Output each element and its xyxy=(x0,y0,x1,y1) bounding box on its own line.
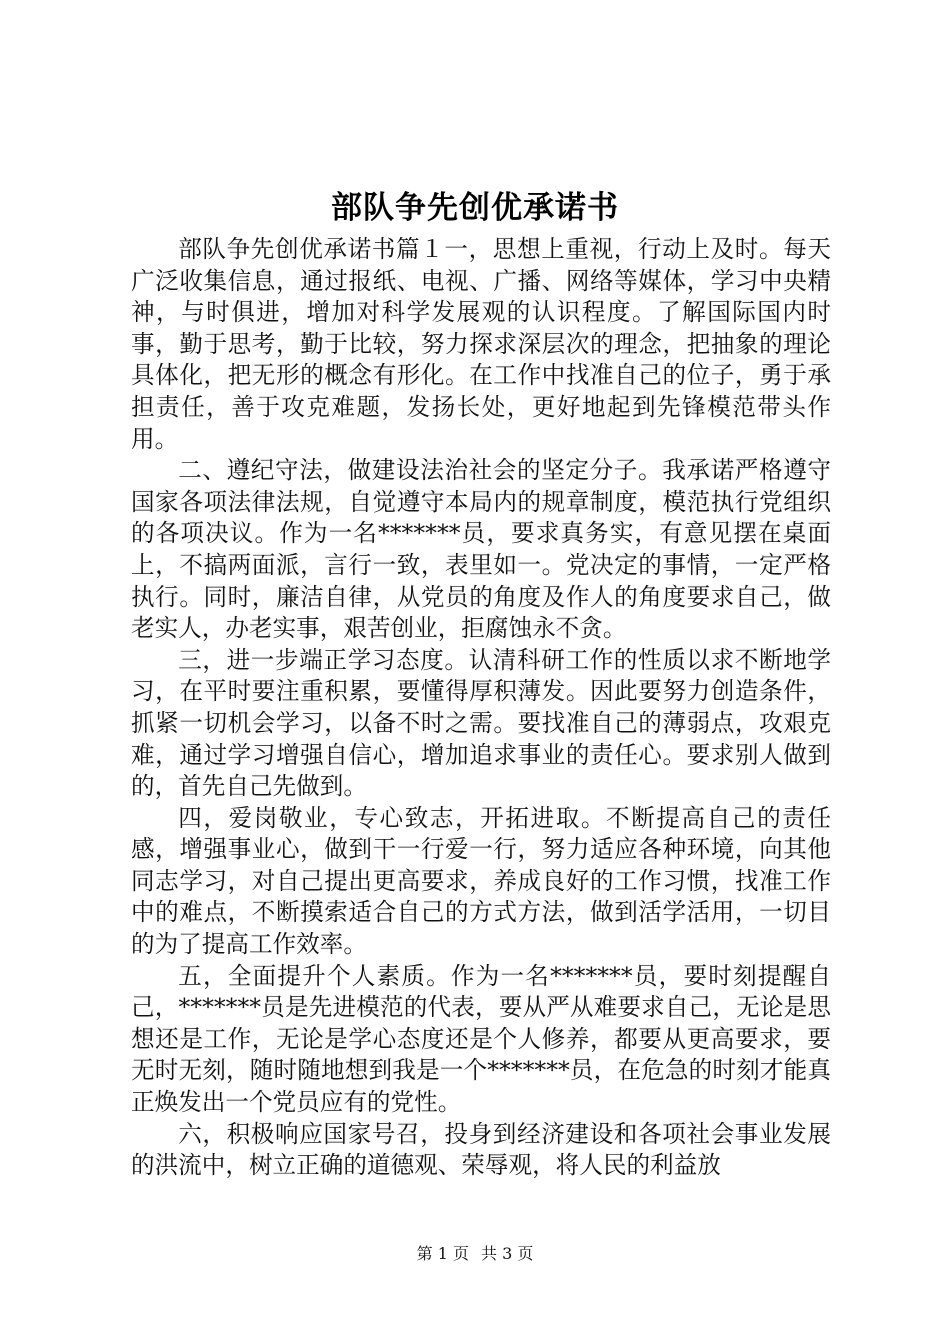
document-title: 部队争先创优承诺书 xyxy=(331,190,619,226)
paragraph-5: 五，全面提升个人素质。作为一名*******员，要时刻提醒自己，*******员是先进模范的代表，要从严从难要求自己，无论是思想还是工作，无论是学心态度还是个人修养，都要从更高要求，要无时无刻，随时随地想到我是一个*******员，在危急的时刻才能真正焕发出一个党员应有的党性。 xyxy=(131,961,831,1117)
paragraph-1: 部队争先创优承诺书篇１一，思想上重视，行动上及时。每天广泛收集信息，通过报纸、电视、广播、网络等媒体，学习中央精神，与时俱进，增加对科学发展观的认识程度。了解国际国内时事，勤于思考，勤于比较，努力探求深层次的理念，把抽象的理论具体化，把无形的概念有形化。在工作中找准自己的位子，勇于承担责任，善于攻克难题，发扬长处，更好地起到先锋模范带头作用。 xyxy=(131,235,831,453)
document-body xyxy=(131,234,831,1182)
paragraph-4: 四，爱岗敬业，专心致志，开拓进取。不断提高自己的责任感，增强事业心，做到干一行爱一行，努力适应各种环境，向其他同志学习，对自己提出更高要求，养成良好的工作习惯，找准工作中的难点，不断摸索适合自己的方式方法，做到活学活用，一切目的为了提高工作效率。 xyxy=(131,803,831,959)
paragraph-3: 三，进一步端正学习态度。认清科研工作的性质以求不断地学习，在平时要注重积累，要懂得厚积薄发。因此要努力创造条件，抓紧一切机会学习，以备不时之需。要找准自己的薄弱点，攻艰克难，通过学习增强自信心，增加追求事业的责任心。要求别人做到的，首先自己先做到。 xyxy=(131,645,831,801)
paragraph-2: 二、遵纪守法，做建设法治社会的坚定分子。我承诺严格遵守国家各项法律法规，自觉遵守本局内的规章制度，模范执行党组织的各项决议。作为一名*******员，要求真务实，有意见摆在桌面上，不搞两面派，言行一致，表里如一。党决定的事情，一定严格执行。同时，廉洁自律，从党员的角度及作人的角度要求自己，做老实人，办老实事，艰苦创业，拒腐蚀永不贪。 xyxy=(131,456,831,643)
paragraph-6: 六，积极响应国家号召，投身到经济建设和各项社会事业发展的洪流中，树立正确的道德观、荣辱观，将人民的利益放 xyxy=(131,1119,831,1180)
page-total: 共 3 页 xyxy=(481,1244,534,1263)
page-number: 第 1 页 xyxy=(416,1244,469,1263)
page-footer xyxy=(0,1243,950,1265)
